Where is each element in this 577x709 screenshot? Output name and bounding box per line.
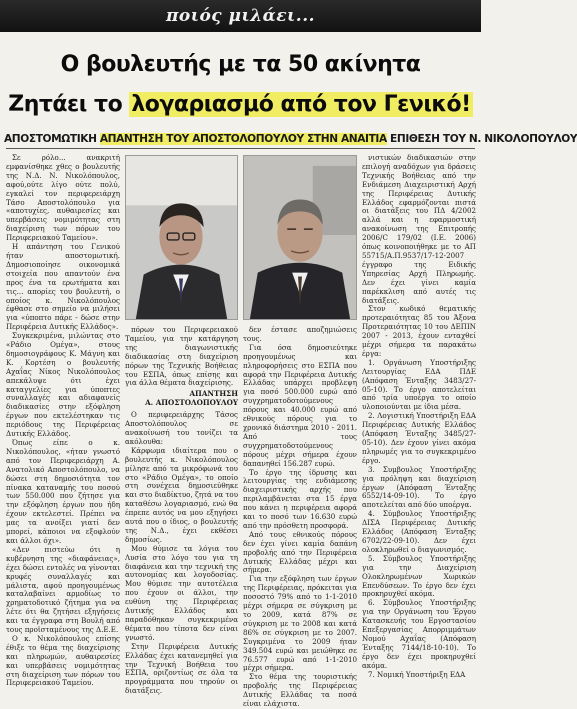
subhead-end: ΕΠΙΘΕΣΗ ΤΟΥ Ν. ΝΙΚΟΛΟΠΟΥΛΟΥ (386, 133, 577, 145)
headline-line-1: Ο βουλευτής με τα 50 ακίνητα (60, 52, 421, 77)
paragraph: Μου θύμισε τα λόγια του Λυσία στο λόγο του για τη διαφάνεια και την τεχνική της αυτονομίας και λογοδοσίας. Μου θύμισε την αυτοτέλεια που έχουν οι άλλοι, την ευθύνη της Περιφέρειας Δυτικής Ελλάδος και παραδόθηκαν συγκεκριμένα θέματα που τίποτα δεν είναι γνωστό. (125, 543, 238, 642)
paragraph: 2. Λογιστική Υποστήριξη ΕΔΑ Περιφέρειας Δυτικής Ελλάδος (Απόφαση Ένταξης 3485/27-05-10). Δεν έχουν γίνει ακόμα πληρωμές για το συγκεκριμένο έργο. (362, 411, 476, 465)
paragraph: δεν έστασε αποζημιώσεις τους. (243, 325, 357, 343)
paragraph: Σε ρόλο... ανακριτή εμφανίσθηκε χθες ο βουλευτής της Ν.Δ. Ν. Νικολόπουλος, αφού,ούτε λίγο ούτε πολύ, εγκαλεί τον περιφερειάρχη Τάσο Αποστολόπουλο για «αποτυχίες, αυθαιρεσίες και υπερβάσεις νομιμότητας στη διαχείριση των πόρων του Περιφερειακού Ταμείου». (6, 153, 120, 243)
subhead-start: ΑΠΟΣΤΟΜΩΤΙΚΗ (4, 133, 100, 145)
paragraph: 5. Σύμβουλος Υποστήριξης για την Διαχείριση Ολοκληρωμένων Χωρικών Επενδύσεων. Το έργο δεν έχει προκηρυχθεί ακόμα. (362, 553, 476, 599)
article-column-4 (362, 153, 476, 679)
paragraph: πόρων του Περιφερειακού Ταμείου, για την κατάργηση της διαγωνιστικής διαδικασίας στη διαχείριση πόρων της Τεχνικής Βοήθειας του ΕΣΠΑ, όπως επίσης και για άλλα θέματα διαχείρισης. (125, 325, 238, 388)
photo-nikolopoulos (125, 155, 238, 320)
headline-line-2-highlight: λογαριασμό από τον Γενικό! (131, 92, 471, 117)
paragraph: Κάρφωμα ιδιαίτερα που ο βουλευτής κ. Νικολόπουλος μίλησε από τα μικρόφωνά του στο «Ράδιο Ομέγα», το οποίο στη συνέχεια δημοσιεύθηκε και στο διαδίκτυο, ζητά να του καταθέσω λογαριασμό, ενώ θα έπρεπε αυτός να μου εξηγήσει αυτά που ο ίδιος, ο βουλευτής της Ν.Δ., έχει εκθέσει δημοσίως. (125, 445, 238, 544)
paragraph: νιστικών διαδικασιών στην επιλογή αναδόχων για δράσεις Τεχνικής Βοήθειας από την Ενδιάμεση Διαχειριστική Αρχή της Περιφέρειας Δυτικής Ελλάδος εφαρμόζονται πιστά οι διατάξεις του ΠΔ 4/2002 αλλά και η εφαρμοστική ανακοίνωση της Επιτροπής 2006/C 179/02 (Ι.Ε. 2006) όπως κοινοποιήθηκε με το ΑΠ 55715/Α.Π.9537/17-12-2007 έγγραφο της Ειδικής Υπηρεσίας Αρχή Πληρωμής. Δεν έχει γίνει καμία παρέκκλιση από αυτές τις διατάξεις. (362, 153, 476, 305)
paragraph: 7. Νομική Υποστήριξη ΕΔΑ (368, 669, 466, 679)
paragraph: «Δεν πιστεύω ότι η κυβέρνηση της «διαφάνειας», έχει δώσει εντολές να γίνονται κρυφές συναλλαγές και μάλιστα, αφού προηγουμένως καταλαβαίνει αρμοδίως το χρηματοδοτικό ζήτημα για να λέτε ότι θα ζητήσει εξηγήσεις και τα έγγραφα στη Βουλή από τους προϊσταμένους της Δ.Ε.Ε. (6, 544, 120, 635)
paragraph: Ο κ. Νικολόπουλος επίσης έθιξε το θέμα της διαχείρισης και πληρωμών, αυθαιρεσίες και υπερβάσεις νομιμότητας στη διαχείριση των πόρων του Περιφερειακού Ταμείου. (6, 633, 120, 688)
paragraph: Η απάντηση του Γενικού ήταν αποστομωτική. Δημοσιοποίησε οικονομικά στοιχεία που απαντούν ένα προς ένα τα ερωτήματα και τις... απορίες του βουλευτή, ο οποίος κ. Νικολόπουλος έφθασε στο σημείο να μιλήσει για «ύποπτο πάρε - δώσε στην Περιφέρεια Δυτικής Ελλάδος». (6, 242, 120, 332)
paragraph: Στην Περιφέρεια Δυτικής Ελλάδας έχει κατανεμηθεί για την Τεχνική Βοήθεια του ΕΣΠΑ, οριζοντίως σε όλα τα προγράμματα που τηρούν οι διατάξεις. (125, 641, 238, 696)
paragraph: Το έργο της ίδρυσης και λειτουργίας της ενδιάμεσης διαχειριστικής αρχής που περιλαμβάνεται στα 15 έργα που κάνει η περιφέρεια αφορά και το ποσό των 16.630 ευρώ από την πρόσθετη προσφορά. (243, 467, 357, 530)
banner-title: ποιός μιλάει... (165, 6, 316, 26)
response-signature: ΑΠΑΝΤΗΣΗ Α. ΑΠΟΣΤΟΛΟΠΟΥΛΟΥ (145, 389, 238, 408)
headline-line-2-start: Ζητάει το (8, 92, 130, 117)
article-column-1 (6, 153, 120, 688)
paragraph: Όπως είπε ο κ. Νικολόπουλος, «ήταν γνωστό από τον Περιφερειάρχη Α. Ανατολικό Αποστολόπουλο, να δώσει στη δημοσιότητα τον πίνακα καταναμής του ποσού των 550.000 που ζήτησε για την εξόφληση έργων που ήδη έχουν εκτελεστεί. Πρέπει να μας τα ανοίξει γιατί δεν μπορεί, κάποιοι να εξοφλούν και άλλοι όχι». (6, 438, 120, 545)
paragraph: Ο περιφερειάρχης Τάσος Αποστολόπουλος σε ανακοίνωσή του τονίζει τα ακόλουθα: (125, 410, 238, 446)
subheadline (4, 133, 577, 145)
paragraph: Στον κωδικό θεματικής προτεραιότητας 85 του Άξονα Προτεραιότητας 10 του ΔΕΠΙΝ 2007 - 2013, έχουν ενταχθεί μέχρι σήμερα τα παρακάτω έργα: (362, 304, 476, 358)
paragraph: Στο θέμα της τουριστικής προβολής της Περιφέρειας Δυτικής Ελλάδας τα ποσά είναι ελάχιστα. (243, 672, 357, 709)
paragraph: 3. Συμβουλος Υποστήριξης για πρόληψη και διαχείριση έργων (Απόφαση Ένταξης 6552/14-09-10). Το έργο αποτελείται από δύο υποέργα. (362, 464, 476, 510)
paragraph: 6. Σύμβουλος Υποστήριξης για την Οργάνωση του Έργου Κατασκευής του Εργοστασίου Επεξεργασίας Απορριμμάτων Νομού Αχαΐας (Απόφαση Ένταξης 7144/18-10-10). Το έργο δεν έχει προκηρυχθεί ακόμα. (362, 598, 476, 670)
paragraph: 4. Σύμβουλος Υποστήριξης ΔΙΣΑ Περιφέρειας Δυτικής Ελλάδος (Απόφαση Ένταξης 6702/22-09-10). Δεν έχει ολοκληρωθεί ο διαγωνισμός. (362, 509, 476, 554)
headline-line-2 (0, 92, 481, 117)
subhead-highlight: ΑΠΑΝΤΗΣΗ ΤΟΥ ΑΠΟΣΤΟΛΟΠΟΥΛΟΥ ΣΤΗΝ ΑΝΑΙΤΙΑ (99, 133, 387, 145)
paragraph: 1. Οργάνωση Υποστήριξης Λειτουργίας ΕΔΑ ΠΔΕ (Απόφαση Ένταξης 3483/27-05-10). Το έργο αποτελείται από τρία υποέργα το οποίο υλοποιούνται με ίδια μέσα. (362, 357, 476, 412)
divider (6, 148, 475, 149)
photo-apostolopoulos (243, 155, 357, 320)
paragraph: Συγκεκριμένα, μιλώντας στο «Ράδιο Ομέγα», στους δημοσιογράφους Κ. Μάγνη και Κ. Κορτέση ο βουλευτής Αχαΐας Νίκος Νικολόπουλος απεκάλυψε ότι έχει καταγγελίες για ύποπτες συναλλαγές και αδιαφανείς διαδικασίες στην εξόφληση έργων που εκτελέστηκαν τις περιόδους της Περιφέρειας Δυτικής Ελλάδος. (6, 331, 120, 439)
section-banner (0, 0, 481, 32)
paragraph: Για την εξόφληση των έργων της Περιφέρειας, πρόκειται για ποσοστό 79% από το 1-1-2010 μέχρι σήμερα σε σύγκριση με το 2009, κατά 87% σε σύγκριση με το 2008 και κατά 86% σε σύγκριση με το 2007. Συγκριμένα το 2009 ήταν 349.504 ευρώ και μειώθηκε σε 76.577 ευρώ από 1-1-2010 μέχρι σήμερα. (243, 574, 357, 673)
paragraph: Από τους εθνικούς πόρους δεν έχει γίνει καμία δαπάνη προβολής από την Περιφέρεια Δυτικής Ελλάδας μέχρι και σήμερα. (243, 529, 357, 575)
article-column-3 (243, 325, 357, 709)
article-column-2 (125, 325, 238, 696)
paragraph: Για όσα δημοσιεύτηκε προηγουμένως και πληροφορήσεις στο ΕΣΠΑ που αφορά την Περιφέρεια Δυτικής Ελλάδας υπάρχει προβλεψη για ποσό 500.000 ευρώ από συγχρηματοδοτούμενους πόρους και 40.000 ευρώ από εθνικούς πόρους για το χρονικό διάστημα 2010 - 2011. Από τους συγχρηματοδοτούμενους πόρους μέχρι σήμερα έχουν δαπανηθεί 156.287 ευρώ. (243, 342, 357, 468)
